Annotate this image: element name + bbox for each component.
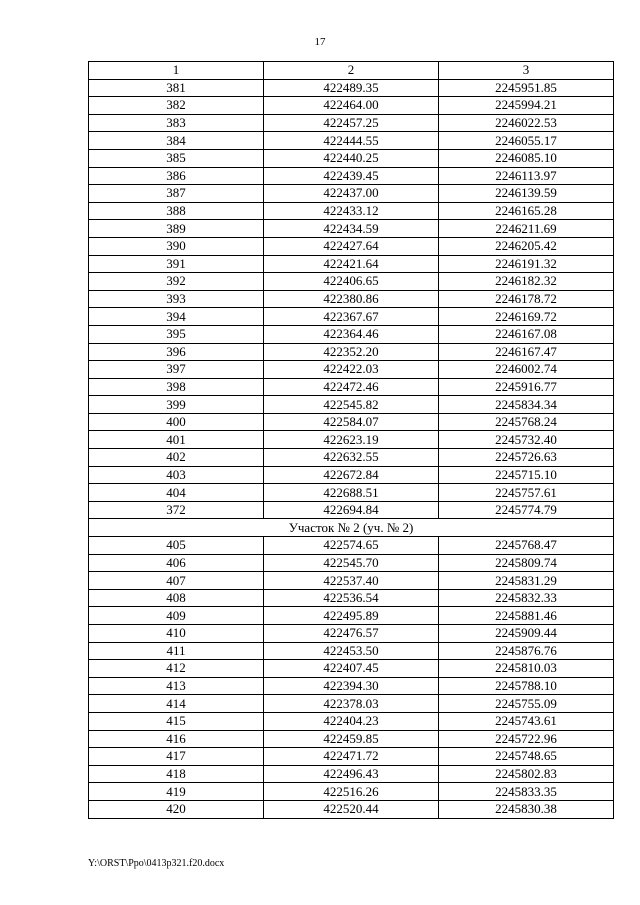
y-coordinate-cell: 2246169.72 — [439, 308, 614, 326]
table-row — [89, 413, 614, 431]
point-number-cell: 405 — [89, 537, 264, 555]
y-coordinate-cell: 2245830.38 — [439, 800, 614, 818]
x-coordinate-cell: 422434.59 — [264, 220, 439, 238]
y-coordinate-cell: 2245748.65 — [439, 748, 614, 766]
point-number-cell: 404 — [89, 484, 264, 502]
y-coordinate-cell: 2245768.47 — [439, 537, 614, 555]
x-coordinate-cell: 422476.57 — [264, 625, 439, 643]
x-coordinate-cell: 422352.20 — [264, 343, 439, 361]
table-row — [89, 589, 614, 607]
point-number-cell: 383 — [89, 114, 264, 132]
x-coordinate-cell: 422421.64 — [264, 255, 439, 273]
y-coordinate-cell: 2245909.44 — [439, 625, 614, 643]
table-row — [89, 730, 614, 748]
point-number-cell: 406 — [89, 554, 264, 572]
x-coordinate-cell: 422516.26 — [264, 783, 439, 801]
x-coordinate-cell: 422694.84 — [264, 501, 439, 519]
x-coordinate-cell: 422457.25 — [264, 114, 439, 132]
y-coordinate-cell: 2245722.96 — [439, 730, 614, 748]
y-coordinate-cell: 2245881.46 — [439, 607, 614, 625]
x-coordinate-cell: 422536.54 — [264, 589, 439, 607]
y-coordinate-cell: 2246178.72 — [439, 290, 614, 308]
point-number-cell: 385 — [89, 149, 264, 167]
y-coordinate-cell: 2245951.85 — [439, 79, 614, 97]
table-row — [89, 748, 614, 766]
section-heading-body — [89, 519, 614, 537]
table-row — [89, 290, 614, 308]
table-row — [89, 114, 614, 132]
y-coordinate-cell: 2246165.28 — [439, 202, 614, 220]
x-coordinate-cell: 422537.40 — [264, 572, 439, 590]
y-coordinate-cell: 2246167.47 — [439, 343, 614, 361]
point-number-cell: 409 — [89, 607, 264, 625]
point-number-cell: 410 — [89, 625, 264, 643]
table-row — [89, 396, 614, 414]
x-coordinate-cell: 422545.82 — [264, 396, 439, 414]
section-row — [89, 519, 614, 537]
table-row — [89, 466, 614, 484]
point-number-cell: 381 — [89, 79, 264, 97]
point-number-cell: 407 — [89, 572, 264, 590]
table-row — [89, 800, 614, 818]
column-header-1: 1 — [89, 62, 264, 80]
y-coordinate-cell: 2246167.08 — [439, 325, 614, 343]
point-number-cell: 399 — [89, 396, 264, 414]
x-coordinate-cell: 422574.65 — [264, 537, 439, 555]
point-number-cell: 412 — [89, 660, 264, 678]
x-coordinate-cell: 422584.07 — [264, 413, 439, 431]
table-row — [89, 343, 614, 361]
point-number-cell: 419 — [89, 783, 264, 801]
x-coordinate-cell: 422632.55 — [264, 449, 439, 467]
point-number-cell: 372 — [89, 501, 264, 519]
table-row — [89, 677, 614, 695]
point-number-cell: 402 — [89, 449, 264, 467]
section-title: Участок № 2 (уч. № 2) — [89, 519, 614, 537]
table-row — [89, 554, 614, 572]
point-number-cell: 393 — [89, 290, 264, 308]
point-number-cell: 382 — [89, 97, 264, 115]
table-row — [89, 167, 614, 185]
point-number-cell: 403 — [89, 466, 264, 484]
table-row — [89, 484, 614, 502]
point-number-cell: 417 — [89, 748, 264, 766]
point-number-cell: 400 — [89, 413, 264, 431]
y-coordinate-cell: 2245726.63 — [439, 449, 614, 467]
table-row — [89, 185, 614, 203]
x-coordinate-cell: 422459.85 — [264, 730, 439, 748]
y-coordinate-cell: 2246085.10 — [439, 149, 614, 167]
table-row — [89, 501, 614, 519]
x-coordinate-cell: 422464.00 — [264, 97, 439, 115]
table-row — [89, 202, 614, 220]
file-path: Y:\ORST\Ppo\0413p321.f20.docx — [88, 858, 225, 869]
x-coordinate-cell: 422472.46 — [264, 378, 439, 396]
table-row — [89, 97, 614, 115]
table-row — [89, 783, 614, 801]
y-coordinate-cell: 2245994.21 — [439, 97, 614, 115]
table-row — [89, 449, 614, 467]
y-coordinate-cell: 2245833.35 — [439, 783, 614, 801]
table-row — [89, 132, 614, 150]
x-coordinate-cell: 422407.45 — [264, 660, 439, 678]
table-row — [89, 695, 614, 713]
x-coordinate-cell: 422623.19 — [264, 431, 439, 449]
table-row — [89, 537, 614, 555]
table-row — [89, 607, 614, 625]
y-coordinate-cell: 2245755.09 — [439, 695, 614, 713]
table-body-part2 — [89, 537, 614, 819]
x-coordinate-cell: 422489.35 — [264, 79, 439, 97]
table-row — [89, 361, 614, 379]
y-coordinate-cell: 2245809.74 — [439, 554, 614, 572]
table-body-part1 — [89, 79, 614, 519]
y-coordinate-cell: 2245788.10 — [439, 677, 614, 695]
y-coordinate-cell: 2246205.42 — [439, 237, 614, 255]
x-coordinate-cell: 422453.50 — [264, 642, 439, 660]
table-row — [89, 572, 614, 590]
point-number-cell: 384 — [89, 132, 264, 150]
y-coordinate-cell: 2245774.79 — [439, 501, 614, 519]
point-number-cell: 416 — [89, 730, 264, 748]
x-coordinate-cell: 422688.51 — [264, 484, 439, 502]
point-number-cell: 389 — [89, 220, 264, 238]
y-coordinate-cell: 2245732.40 — [439, 431, 614, 449]
coordinates-table — [88, 61, 614, 819]
point-number-cell: 396 — [89, 343, 264, 361]
point-number-cell: 411 — [89, 642, 264, 660]
table-header — [89, 62, 614, 80]
header-row — [89, 62, 614, 80]
x-coordinate-cell: 422433.12 — [264, 202, 439, 220]
page-number: 17 — [314, 36, 326, 48]
point-number-cell: 398 — [89, 378, 264, 396]
point-number-cell: 420 — [89, 800, 264, 818]
point-number-cell: 390 — [89, 237, 264, 255]
point-number-cell: 408 — [89, 589, 264, 607]
x-coordinate-cell: 422378.03 — [264, 695, 439, 713]
table-row — [89, 273, 614, 291]
y-coordinate-cell: 2246055.17 — [439, 132, 614, 150]
table-row — [89, 220, 614, 238]
y-coordinate-cell: 2245832.33 — [439, 589, 614, 607]
point-number-cell: 387 — [89, 185, 264, 203]
y-coordinate-cell: 2246211.69 — [439, 220, 614, 238]
x-coordinate-cell: 422439.45 — [264, 167, 439, 185]
y-coordinate-cell: 2245715.10 — [439, 466, 614, 484]
y-coordinate-cell: 2246002.74 — [439, 361, 614, 379]
x-coordinate-cell: 422444.55 — [264, 132, 439, 150]
x-coordinate-cell: 422495.89 — [264, 607, 439, 625]
x-coordinate-cell: 422364.46 — [264, 325, 439, 343]
x-coordinate-cell: 422367.67 — [264, 308, 439, 326]
x-coordinate-cell: 422404.23 — [264, 712, 439, 730]
x-coordinate-cell: 422394.30 — [264, 677, 439, 695]
table-row — [89, 255, 614, 273]
table-row — [89, 308, 614, 326]
point-number-cell: 414 — [89, 695, 264, 713]
y-coordinate-cell: 2245810.03 — [439, 660, 614, 678]
table-row — [89, 149, 614, 167]
point-number-cell: 394 — [89, 308, 264, 326]
table-row — [89, 642, 614, 660]
x-coordinate-cell: 422440.25 — [264, 149, 439, 167]
y-coordinate-cell: 2245831.29 — [439, 572, 614, 590]
point-number-cell: 388 — [89, 202, 264, 220]
y-coordinate-cell: 2245916.77 — [439, 378, 614, 396]
point-number-cell: 418 — [89, 765, 264, 783]
x-coordinate-cell: 422422.03 — [264, 361, 439, 379]
table-row — [89, 431, 614, 449]
table-row — [89, 378, 614, 396]
table-row — [89, 625, 614, 643]
point-number-cell: 397 — [89, 361, 264, 379]
x-coordinate-cell: 422406.65 — [264, 273, 439, 291]
table-row — [89, 712, 614, 730]
x-coordinate-cell: 422471.72 — [264, 748, 439, 766]
column-header-2: 2 — [264, 62, 439, 80]
x-coordinate-cell: 422545.70 — [264, 554, 439, 572]
y-coordinate-cell: 2246113.97 — [439, 167, 614, 185]
point-number-cell: 392 — [89, 273, 264, 291]
y-coordinate-cell: 2246022.53 — [439, 114, 614, 132]
y-coordinate-cell: 2246139.59 — [439, 185, 614, 203]
x-coordinate-cell: 422672.84 — [264, 466, 439, 484]
point-number-cell: 391 — [89, 255, 264, 273]
point-number-cell: 386 — [89, 167, 264, 185]
x-coordinate-cell: 422496.43 — [264, 765, 439, 783]
point-number-cell: 401 — [89, 431, 264, 449]
point-number-cell: 415 — [89, 712, 264, 730]
table-row — [89, 237, 614, 255]
y-coordinate-cell: 2245834.34 — [439, 396, 614, 414]
table-row — [89, 660, 614, 678]
x-coordinate-cell: 422427.64 — [264, 237, 439, 255]
y-coordinate-cell: 2245757.61 — [439, 484, 614, 502]
table-row — [89, 79, 614, 97]
y-coordinate-cell: 2246182.32 — [439, 273, 614, 291]
y-coordinate-cell: 2246191.32 — [439, 255, 614, 273]
column-header-3: 3 — [439, 62, 614, 80]
y-coordinate-cell: 2245743.61 — [439, 712, 614, 730]
x-coordinate-cell: 422520.44 — [264, 800, 439, 818]
table-row — [89, 325, 614, 343]
y-coordinate-cell: 2245802.83 — [439, 765, 614, 783]
table-row — [89, 765, 614, 783]
point-number-cell: 413 — [89, 677, 264, 695]
y-coordinate-cell: 2245768.24 — [439, 413, 614, 431]
y-coordinate-cell: 2245876.76 — [439, 642, 614, 660]
point-number-cell: 395 — [89, 325, 264, 343]
x-coordinate-cell: 422380.86 — [264, 290, 439, 308]
x-coordinate-cell: 422437.00 — [264, 185, 439, 203]
